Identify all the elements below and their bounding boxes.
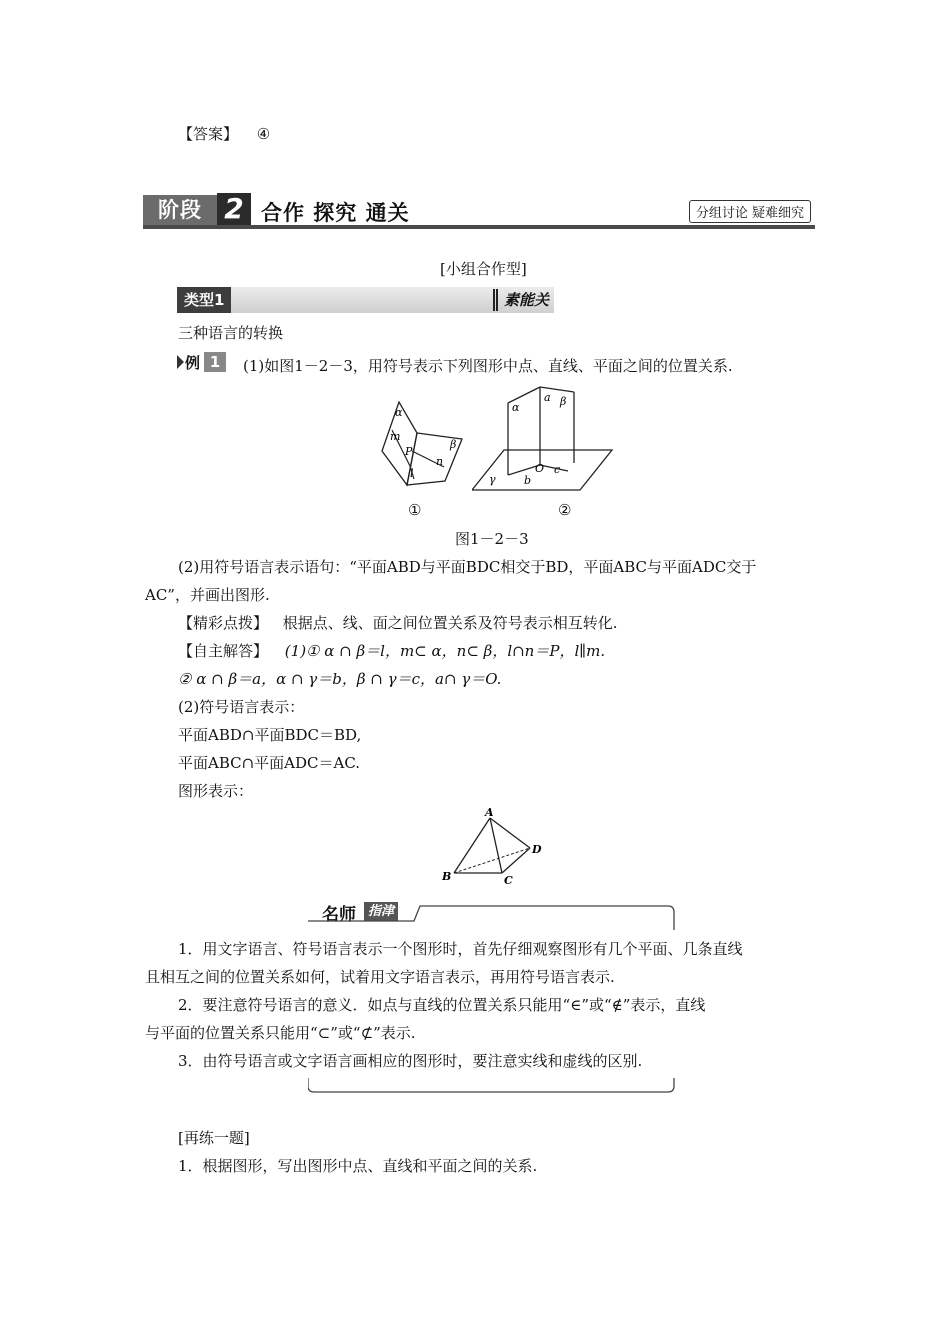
hint-label: 【精彩点拨】 — [178, 614, 269, 632]
fig2-o: O — [535, 462, 545, 475]
edge-cd — [502, 848, 530, 873]
type-bar — [177, 287, 554, 313]
edge-ab — [454, 818, 490, 873]
fig1-p: P — [405, 445, 413, 458]
fig2-gamma: γ — [489, 473, 496, 486]
hint-line — [178, 612, 618, 633]
stage-title: 合作 探究 通关 — [261, 201, 410, 225]
solution-label: 【自主解答】 — [178, 642, 269, 660]
solution-line-2: ② α ∩ β＝a，α ∩ γ＝b，β ∩ γ＝c，a∩ γ＝O. — [178, 670, 502, 688]
stage-banner — [143, 192, 815, 229]
solution-line-5: 平面ABC∩平面ADC＝AC. — [178, 754, 361, 772]
example-number: 1 — [204, 352, 226, 372]
example-question-2-line-2: AC”，并画出图形. — [145, 586, 270, 604]
solution-line-4: 平面ABD∩平面BDC＝BD, — [178, 726, 362, 744]
fig2-b: b — [524, 474, 532, 487]
fig2-alpha: α — [512, 401, 520, 414]
tetrahedron-diagram — [438, 806, 548, 888]
solution-line-3: (2)符号语言表示： — [178, 698, 305, 716]
type-tag: 素能关 — [504, 291, 550, 309]
tips-p1-line-2: 且相互之间的位置关系如何，试着用文字语言表示，再用符号语言表示. — [145, 968, 615, 986]
example-label: 例 — [185, 354, 201, 372]
practice-question-1: 1．根据图形，写出图形中点、直线和平面之间的关系. — [178, 1157, 538, 1175]
example-arrow-icon — [177, 355, 184, 369]
tips-p2-line-1: 2．要注意符号语言的意义．如点与直线的位置关系只能用“∈”或“∉”表示，直线 — [178, 996, 706, 1014]
stage-underline — [143, 225, 815, 229]
fig1-n: n — [436, 455, 444, 468]
practice-label: [再练一题] — [178, 1129, 250, 1147]
fig-label-2: ② — [558, 501, 572, 519]
edge-bd-hidden — [454, 848, 530, 873]
fig2-beta: β — [560, 395, 567, 408]
example-question-2-line-1: (2)用符号语言表示语句：“平面ABD与平面BDC相交于BD，平面ABC与平面ADC交于 — [178, 558, 757, 576]
example-question-1: (1)如图1－2－3，用符号表示下列图形中点、直线、平面之间的位置关系. — [243, 357, 733, 375]
tips-tag: 指津 — [364, 902, 398, 921]
section-title: 三种语言的转换 — [178, 324, 284, 342]
stage-number: 2 — [217, 193, 251, 225]
type-badge: 类型1 — [177, 287, 231, 313]
stage-word: 阶段 — [143, 195, 217, 225]
tips-p2-line-2: 与平面的位置关系只能用“⊂”或“⊄”表示. — [145, 1024, 416, 1042]
tips-p3: 3．由符号语言或文字语言画相应的图形时，要注意实线和虚线的区别. — [178, 1052, 643, 1070]
figure-caption: 图1－2－3 — [455, 530, 529, 548]
fig-label-1: ① — [408, 501, 422, 519]
tetra-d: D — [532, 843, 542, 856]
fig2-a: a — [544, 391, 551, 404]
fig1-l: l — [410, 467, 414, 480]
figure-2-diagram — [472, 383, 614, 493]
stage-tag: 分组讨论 疑难细究 — [689, 200, 811, 223]
tetra-a: A — [485, 806, 494, 819]
type-separator — [493, 289, 498, 311]
group-type-label: [小组合作型] — [440, 260, 527, 278]
solution-line-6: 图形表示： — [178, 782, 254, 800]
answer-label: 【答案】 — [178, 125, 239, 143]
fig2-c: c — [554, 463, 561, 476]
tetra-b: B — [442, 870, 452, 883]
fig1-alpha: α — [395, 406, 403, 419]
tips-header: 名师 — [322, 905, 356, 925]
solution-line-1 — [178, 640, 605, 661]
tips-p1-line-1: 1．用文字语言、符号语言表示一个图形时，首先仔细观察图形有几个平面、几条直线 — [178, 940, 743, 958]
fig1-m: m — [390, 430, 401, 443]
solution-text-1: (1)① α ∩ β＝l，m⊂ α，n⊂ β，l∩n＝P，l∥m. — [284, 642, 606, 660]
answer-value: ④ — [256, 125, 271, 143]
answer-line — [178, 123, 270, 144]
hint-text: 根据点、线、面之间位置关系及符号表示相互转化. — [282, 614, 618, 632]
fig1-beta: β — [450, 438, 457, 451]
figure-1-diagram — [372, 393, 472, 489]
tetra-c: C — [504, 874, 513, 887]
